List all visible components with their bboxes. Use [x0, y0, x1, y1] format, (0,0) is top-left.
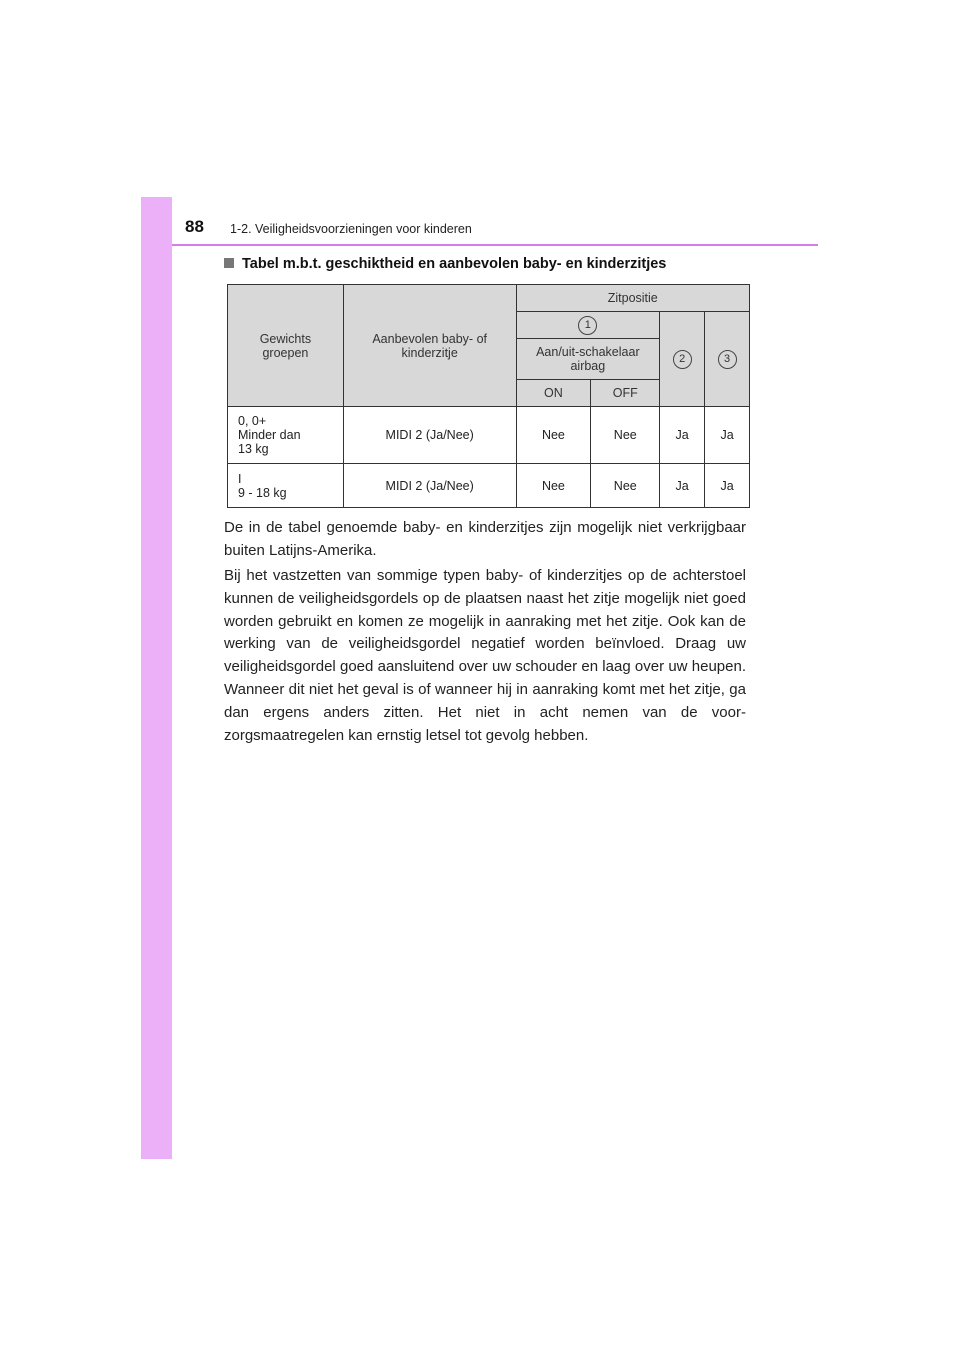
paragraph-seatbelt-warning: Bij het vastzetten van sommige typen baby- of kinderzitjes op de achterstoel kunnen de veiligheidsgordels op de plaatsen naast het zitje mogelijk niet goed worden gebruikt en komen ze mogelijk in aanraking met het zitje. Ook kan de werking van de veiligheidsgordel negatief worden beïnvloed. Draag uw veiligheidsgordel goed aansluitend over uw schouder en laag over uw heupen. Wanneer dit niet het geval is of wanneer hij in aanraking komt met het zitje, ga dan ergens anders zitten. Het niet in acht nemen van de voor-zorgsmaatregelen kan ernstig letsel tot gevolg hebben. [224, 567, 746, 744]
table-row [228, 464, 750, 508]
header-tab [141, 197, 172, 245]
child-seat-table [227, 284, 750, 508]
header-airbag-off: OFF [591, 380, 660, 407]
row-weight-cell: I 9 - 18 kg [228, 464, 344, 508]
row-on-cell: Nee [516, 407, 591, 464]
position-2-icon: 2 [673, 350, 692, 369]
table-row [228, 407, 750, 464]
header-airbag-on: ON [516, 380, 591, 407]
table-heading-text: Tabel m.b.t. geschiktheid en aanbevolen baby- en kinderzitjes [242, 256, 667, 272]
page-number: 88 [185, 217, 204, 236]
row-pos3-cell: Ja [705, 464, 750, 508]
row-on-cell: Nee [516, 464, 591, 508]
position-3-icon: 3 [718, 350, 737, 369]
row-pos3-cell: Ja [705, 407, 750, 464]
header-position-1 [516, 312, 660, 339]
row-pos2-cell: Ja [660, 407, 705, 464]
header-position-3 [705, 312, 750, 407]
row-seat-cell: MIDI 2 (Ja/Nee) [343, 464, 516, 508]
position-1-icon: 1 [578, 316, 597, 335]
row-seat-cell: MIDI 2 (Ja/Nee) [343, 407, 516, 464]
header-weight-groups: Gewichts groepen [228, 285, 344, 407]
table-heading [224, 256, 666, 272]
row-pos2-cell: Ja [660, 464, 705, 508]
row-off-cell: Nee [591, 407, 660, 464]
header-recommended-seat: Aanbevolen baby- of kinderzitje [343, 285, 516, 407]
header-airbag-switch: Aan/uit-schakelaar airbag [516, 339, 660, 380]
row-weight-cell: 0, 0+ Minder dan 13 kg [228, 407, 344, 464]
row-off-cell: Nee [591, 464, 660, 508]
paragraph-availability: De in de tabel genoemde baby- en kinderzitjes zijn mogelijk niet verkrijgbaar buiten Latijns-Amerika. [224, 519, 746, 559]
header-seat-position: Zitpositie [516, 285, 750, 312]
square-bullet-icon [224, 258, 234, 268]
header-rule [172, 244, 818, 246]
header-position-2 [660, 312, 705, 407]
side-margin-bar [141, 197, 172, 1159]
section-title: 1-2. Veiligheidsvoorzieningen voor kinderen [230, 222, 472, 236]
